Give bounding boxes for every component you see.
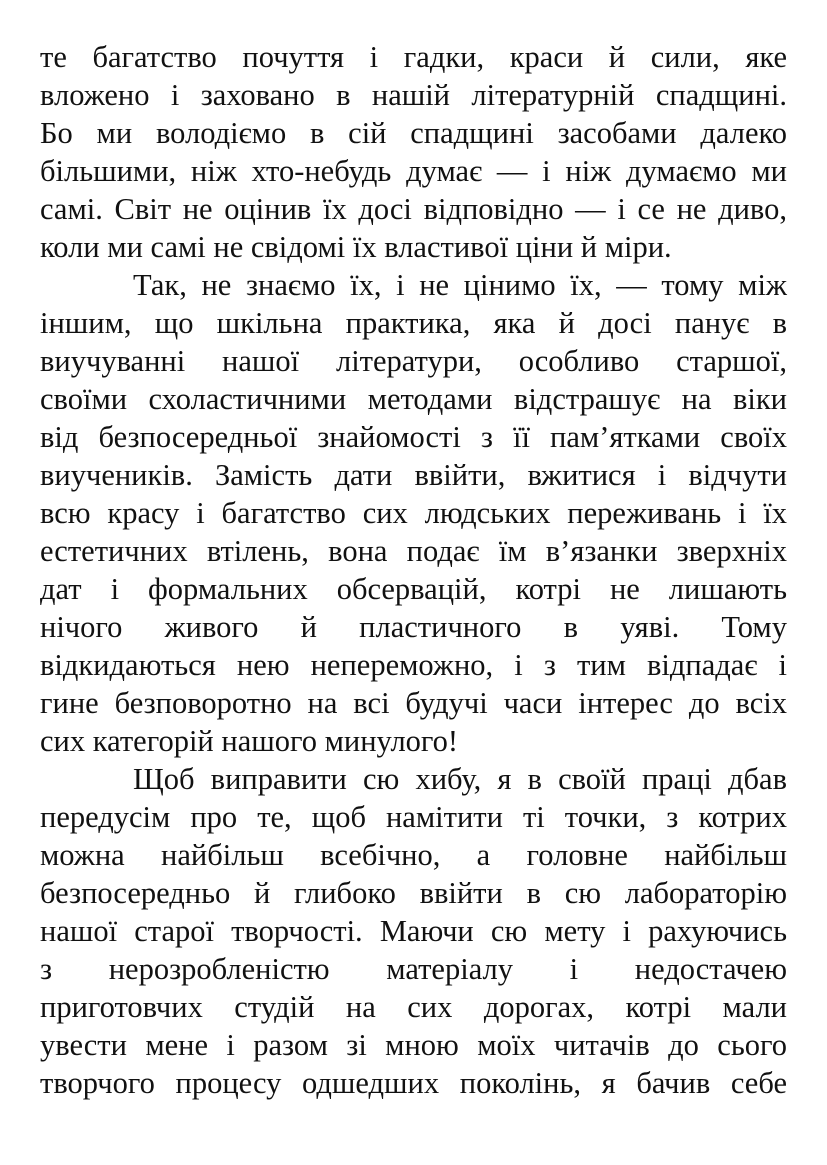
text-line: Бо ми володіємо в сій спадщині засобами далеко (40, 116, 787, 150)
text-line: приготовчих студій на сих дорогах, котрі мали (40, 990, 787, 1024)
text-line: більшими, ніж хто-небудь думає — і ніж думаємо ми (40, 154, 787, 188)
text-line: виучуванні нашої літератури, особливо старшої, (40, 344, 787, 378)
text-line: своїми схоластичними методами відстрашує на віки (40, 382, 787, 416)
paragraph (40, 38, 787, 266)
text-line: Так, не знаємо їх, і не цінимо їх, — тому між (133, 268, 787, 302)
text-line: з нерозробленістю матеріалу і недостачею (40, 952, 787, 986)
document-page (40, 38, 787, 1102)
text-line: можна найбільш всебічно, а головне найбільш (40, 838, 787, 872)
text-line: відкидаються нею непереможно, і з тим відпадає і (40, 648, 787, 682)
text-line: виучеників. Замість дати ввійти, вжитися і відчути (40, 458, 787, 492)
text-line: естетичних втілень, вона подає їм в’язанки зверхніх (40, 534, 787, 568)
text-line: іншим, що шкільна практика, яка й досі панує в (40, 306, 787, 340)
text-line: самі. Світ не оцінив їх досі відповідно — і се не диво, (40, 192, 787, 226)
text-line: нічого живого й пластичного в уяві. Тому (40, 610, 787, 644)
text-line: творчого процесу одшедших поколінь, я бачив себе (40, 1066, 787, 1100)
text-line: безпосередньо й глибоко ввійти в сю лабораторію (40, 876, 787, 910)
text-line: коли ми самі не свідомі їх властивої ціни й міри. (40, 230, 672, 264)
paragraph (40, 760, 787, 1102)
text-line: гине безповоротно на всі будучі часи інтерес до всіх (40, 686, 787, 720)
text-line: вложено і заховано в нашій літературній спадщині. (40, 78, 787, 112)
text-line: сих категорій нашого минулого! (40, 724, 459, 758)
text-line: увести мене і разом зі мною моїх читачів до сього (40, 1028, 787, 1062)
text-line: дат і формальних обсервацій, котрі не лишають (40, 572, 787, 606)
text-line: передусім про те, щоб намітити ті точки, з котрих (40, 800, 787, 834)
text-line: від безпосередньої знайомості з її пам’ятками своїх (40, 420, 787, 454)
paragraph (40, 266, 787, 760)
text-line: Щоб виправити сю хибу, я в своїй праці дбав (133, 762, 787, 796)
text-line: нашої старої творчості. Маючи сю мету і рахуючись (40, 914, 787, 948)
text-line: всю красу і багатство сих людських переживань і їх (40, 496, 787, 530)
text-line: те багатство почуття і гадки, краси й сили, яке (40, 40, 787, 74)
